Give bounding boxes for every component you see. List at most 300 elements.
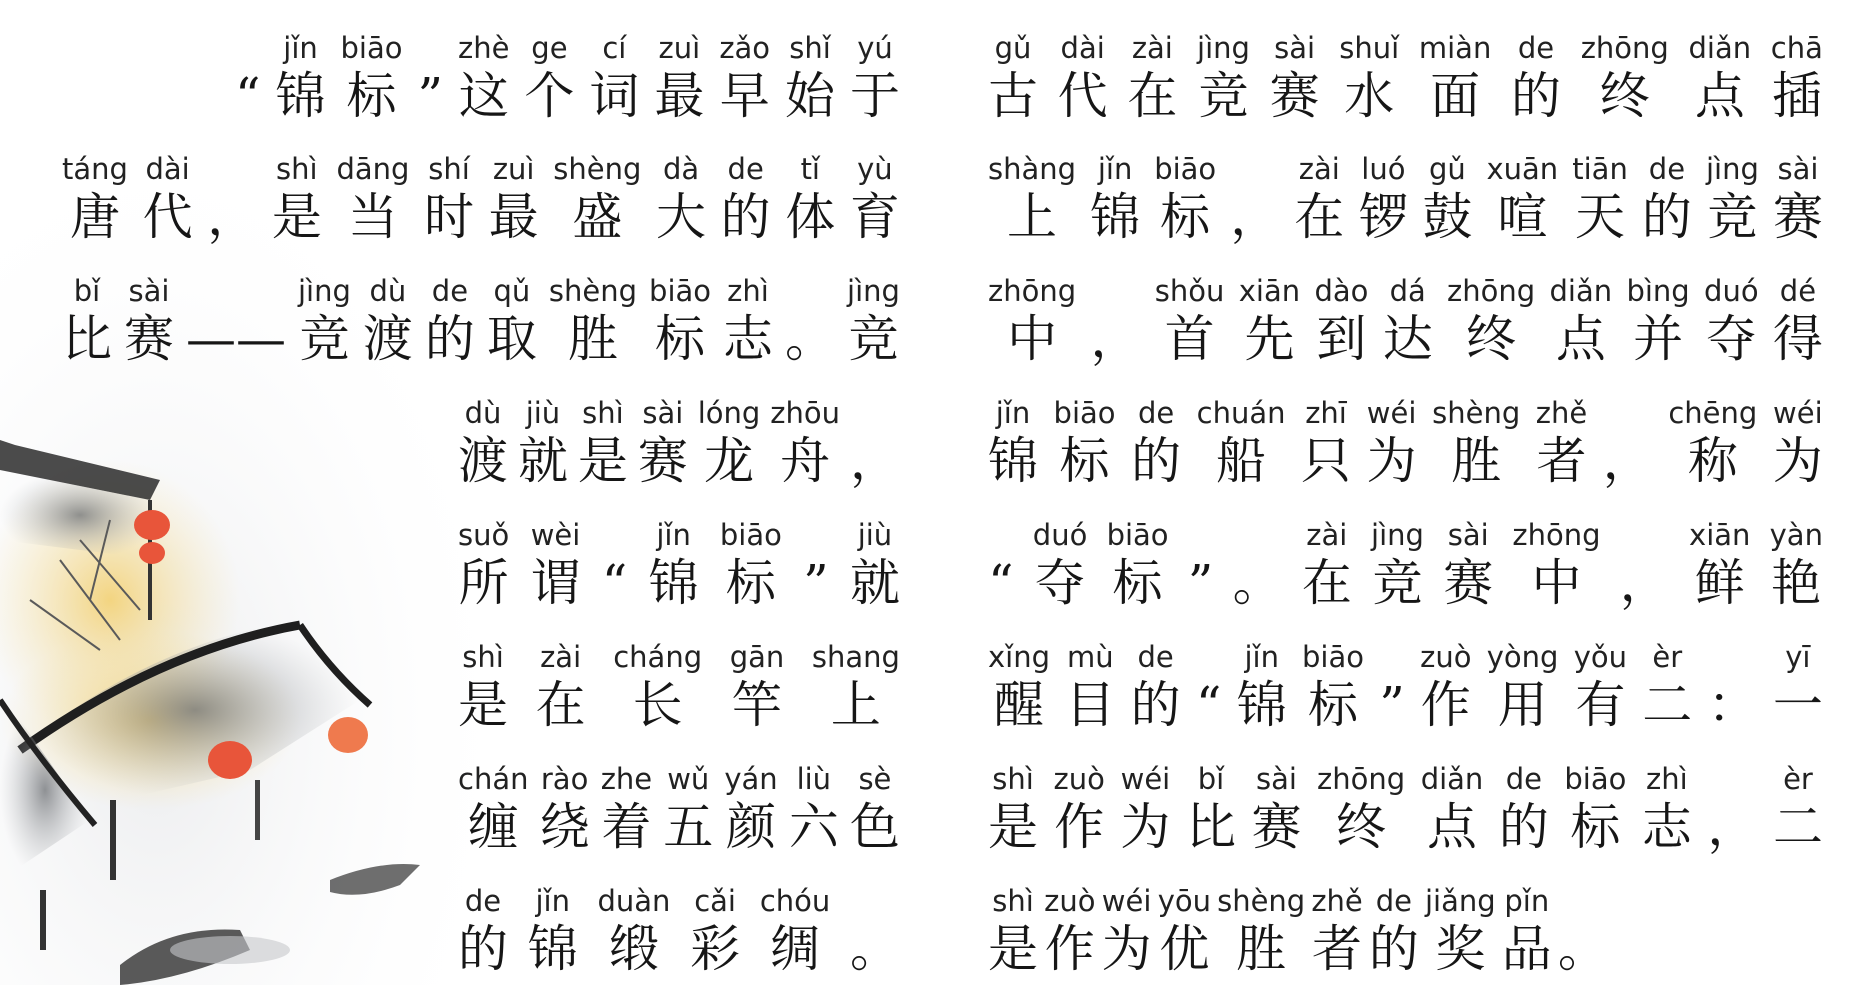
pinyin-annotation: zài xyxy=(1306,518,1348,552)
character-cell xyxy=(1127,30,1177,126)
left-text-line xyxy=(458,883,900,979)
hanzi-character: 赛 xyxy=(1269,67,1320,125)
pinyin-annotation: diǎn xyxy=(1420,762,1484,796)
character-cell xyxy=(1550,273,1613,369)
hanzi-character: 为 xyxy=(1120,798,1171,856)
hanzi-character: 古 xyxy=(988,67,1038,125)
character-cell xyxy=(850,30,900,126)
pinyin-annotation: xiān xyxy=(1238,274,1301,308)
character-cell xyxy=(1239,273,1300,369)
pinyin-annotation: pǐn xyxy=(1504,884,1550,918)
right-text-line xyxy=(988,517,1823,613)
character-cell xyxy=(1773,273,1823,369)
hanzi-character: 在 xyxy=(1294,188,1345,246)
character-cell xyxy=(613,639,702,735)
pinyin-annotation: dāng xyxy=(336,152,410,186)
pinyin-annotation: shèng xyxy=(1432,396,1521,430)
hanzi-character: ” xyxy=(1379,676,1405,734)
pinyin-annotation: zhī xyxy=(1305,396,1347,430)
pinyin-annotation: suǒ xyxy=(458,518,510,552)
pinyin-annotation: dào xyxy=(1314,274,1369,308)
pinyin-annotation: duó xyxy=(1704,274,1759,308)
pinyin-annotation: shì xyxy=(992,884,1034,918)
character-cell xyxy=(1620,517,1670,613)
character-cell xyxy=(363,273,413,369)
pinyin-annotation: jìng xyxy=(1371,518,1424,552)
character-cell xyxy=(1704,273,1759,369)
character-cell xyxy=(785,151,835,247)
character-cell xyxy=(1642,639,1692,735)
pinyin-annotation: sài xyxy=(1274,31,1316,65)
character-cell xyxy=(536,639,586,735)
pinyin-annotation: duàn xyxy=(597,884,671,918)
hanzi-character: 绸 xyxy=(770,920,821,978)
character-cell xyxy=(785,30,835,126)
character-cell xyxy=(62,151,128,247)
hanzi-character: 夺 xyxy=(1035,554,1086,612)
right-text-line xyxy=(988,30,1823,126)
pinyin-annotation: shang xyxy=(811,640,900,674)
pinyin-annotation: dà xyxy=(662,152,700,186)
hanzi-character: 中 xyxy=(1531,554,1582,612)
character-cell xyxy=(850,517,900,613)
character-cell xyxy=(1102,883,1152,979)
character-cell xyxy=(1708,639,1758,735)
pinyin-annotation: jǐn xyxy=(1097,152,1133,186)
hanzi-character: 渡 xyxy=(362,310,413,368)
character-cell xyxy=(458,761,528,857)
hanzi-character: 标 xyxy=(655,310,706,368)
pinyin-annotation: wéi xyxy=(1120,762,1171,796)
left-text-line xyxy=(62,273,900,369)
hanzi-character: 达 xyxy=(1382,310,1433,368)
hanzi-character: 缎 xyxy=(608,920,659,978)
left-text-line xyxy=(458,761,900,857)
hanzi-character: 奖 xyxy=(1435,920,1486,978)
character-cell xyxy=(1432,395,1520,491)
hanzi-character: 竞 xyxy=(1372,554,1423,612)
pinyin-annotation: zài xyxy=(540,640,582,674)
pinyin-annotation: de xyxy=(431,274,469,308)
character-cell xyxy=(1642,761,1692,857)
pinyin-annotation: dù xyxy=(464,396,502,430)
character-cell xyxy=(1668,395,1757,491)
hanzi-character: 二 xyxy=(1642,676,1693,734)
character-cell xyxy=(1536,395,1587,491)
character-cell xyxy=(1058,30,1108,126)
hanzi-character: 绕 xyxy=(539,798,590,856)
pinyin-annotation: zhōng xyxy=(1317,762,1406,796)
pinyin-annotation: de xyxy=(1375,884,1413,918)
character-cell xyxy=(1054,761,1105,857)
pinyin-annotation: wǔ xyxy=(667,762,710,796)
hanzi-character: ” xyxy=(417,67,444,125)
pinyin-annotation: biāo xyxy=(1154,152,1217,186)
hanzi-character: 竞 xyxy=(848,310,899,368)
hanzi-character: 。 xyxy=(1232,554,1283,612)
hanzi-character: 赛 xyxy=(1443,554,1494,612)
character-cell xyxy=(988,761,1038,857)
character-cell xyxy=(1369,883,1419,979)
character-cell xyxy=(654,30,704,126)
character-cell xyxy=(850,883,900,979)
hanzi-character: 的 xyxy=(458,920,508,978)
character-cell xyxy=(1421,761,1484,857)
pinyin-annotation: gǔ xyxy=(994,31,1032,65)
hanzi-character: 的 xyxy=(1498,798,1549,856)
pinyin-annotation: de xyxy=(1648,152,1686,186)
hanzi-character: 锦 xyxy=(988,432,1038,490)
hanzi-character: “ xyxy=(235,67,261,125)
pinyin-annotation: biāo xyxy=(340,31,403,65)
hanzi-character: 夺 xyxy=(1706,310,1757,368)
hanzi-character: 标 xyxy=(725,554,776,612)
character-cell xyxy=(1689,30,1752,126)
pinyin-annotation: shì xyxy=(582,396,624,430)
right-text-line xyxy=(988,761,1823,857)
pinyin-annotation: zhì xyxy=(1646,762,1688,796)
character-cell xyxy=(638,395,688,491)
character-cell xyxy=(601,761,652,857)
pinyin-annotation: èr xyxy=(1783,762,1813,796)
hanzi-character: 得 xyxy=(1772,310,1823,368)
character-cell xyxy=(1642,151,1692,247)
character-cell xyxy=(850,151,900,247)
character-cell xyxy=(424,151,474,247)
hanzi-character: 锦 xyxy=(648,554,699,612)
character-cell xyxy=(1314,273,1368,369)
pinyin-annotation: dài xyxy=(145,152,190,186)
hanzi-character: 称 xyxy=(1687,432,1738,490)
hanzi-character: “ xyxy=(988,554,1014,612)
character-cell xyxy=(458,639,508,735)
character-cell xyxy=(770,395,840,491)
pinyin-annotation: yù xyxy=(857,152,893,186)
pinyin-annotation: shuǐ xyxy=(1339,31,1400,65)
hanzi-character: 竿 xyxy=(732,676,782,734)
character-cell xyxy=(1131,395,1181,491)
pinyin-annotation: de xyxy=(1517,31,1555,65)
left-text-line xyxy=(235,30,900,126)
hanzi-character: 育 xyxy=(849,188,900,246)
hanzi-character: 标 xyxy=(1112,554,1163,612)
pinyin-annotation: shì xyxy=(992,762,1034,796)
character-cell xyxy=(1196,639,1222,735)
character-cell xyxy=(1603,395,1653,491)
pinyin-annotation: dá xyxy=(1389,274,1426,308)
character-cell xyxy=(1383,273,1433,369)
hanzi-character: 在 xyxy=(535,676,586,734)
character-cell xyxy=(1155,273,1225,369)
pinyin-annotation: luó xyxy=(1361,152,1406,186)
character-cell xyxy=(1773,761,1823,857)
pinyin-annotation: zhě xyxy=(1535,396,1588,430)
hanzi-character: 是 xyxy=(271,188,322,246)
hanzi-character: 点 xyxy=(1555,310,1606,368)
pinyin-annotation: xiān xyxy=(1689,518,1751,552)
character-cell xyxy=(1294,151,1344,247)
character-cell xyxy=(1044,883,1095,979)
pinyin-annotation: zhì xyxy=(727,274,769,308)
hanzi-character: ， xyxy=(1707,798,1758,856)
character-cell xyxy=(1626,273,1689,369)
hanzi-character: 点 xyxy=(1694,67,1745,125)
pinyin-annotation: zhōng xyxy=(988,274,1077,308)
character-cell xyxy=(589,30,639,126)
pinyin-annotation: chuán xyxy=(1196,396,1286,430)
hanzi-character: 赛 xyxy=(1772,188,1823,246)
character-cell xyxy=(850,395,900,491)
pinyin-annotation: jǐn xyxy=(535,884,570,918)
pinyin-annotation: xuān xyxy=(1486,152,1559,186)
pinyin-annotation: zǎo xyxy=(719,31,771,65)
hanzi-character: 锦 xyxy=(275,67,326,125)
character-cell xyxy=(1706,151,1759,247)
character-cell xyxy=(1425,883,1496,979)
character-cell xyxy=(1120,761,1170,857)
hanzi-character: ， xyxy=(1619,554,1670,612)
hanzi-character: 到 xyxy=(1316,310,1367,368)
hanzi-character: 标 xyxy=(1160,188,1211,246)
character-cell xyxy=(663,761,713,857)
hanzi-character: ” xyxy=(803,554,829,612)
character-cell xyxy=(1186,761,1236,857)
pinyin-annotation: sài xyxy=(1256,762,1297,796)
character-cell xyxy=(724,761,777,857)
character-cell xyxy=(789,761,839,857)
pinyin-annotation: zhe xyxy=(600,762,653,796)
pinyin-annotation: jǐn xyxy=(1244,640,1279,674)
hanzi-character: 作 xyxy=(1420,676,1471,734)
hanzi-character: 锦 xyxy=(527,920,578,978)
character-cell xyxy=(1054,395,1116,491)
hanzi-character: 就 xyxy=(849,554,900,612)
hanzi-character: 最 xyxy=(654,67,705,125)
pinyin-annotation: yī xyxy=(1785,640,1811,674)
hanzi-character: 取 xyxy=(486,310,537,368)
hanzi-character: 标 xyxy=(1059,432,1110,490)
hanzi-character: 优 xyxy=(1159,920,1210,978)
hanzi-character: 竞 xyxy=(1707,188,1758,246)
hanzi-character: 终 xyxy=(1466,310,1517,368)
hanzi-character: 志 xyxy=(1641,798,1692,856)
pinyin-annotation: yán xyxy=(724,762,778,796)
pinyin-annotation: shì xyxy=(276,152,318,186)
hanzi-character: 的 xyxy=(720,188,771,246)
pinyin-annotation: jǐn xyxy=(283,31,318,65)
pinyin-annotation: jiù xyxy=(857,518,893,552)
pinyin-annotation: sè xyxy=(858,762,892,796)
hanzi-character: 面 xyxy=(1430,67,1481,125)
pinyin-annotation: shì xyxy=(462,640,504,674)
hanzi-character: 是 xyxy=(988,798,1038,856)
character-cell xyxy=(1558,883,1608,979)
hanzi-character: 盛 xyxy=(572,188,623,246)
character-cell xyxy=(602,517,628,613)
pinyin-annotation: wèi xyxy=(530,518,581,552)
hanzi-character: 标 xyxy=(346,67,397,125)
pinyin-annotation: liù xyxy=(796,762,832,796)
pinyin-annotation: tiān xyxy=(1572,152,1628,186)
pinyin-annotation: dù xyxy=(369,274,407,308)
hanzi-character: 锦 xyxy=(1090,188,1141,246)
pinyin-annotation: diǎn xyxy=(1549,274,1613,308)
character-cell xyxy=(1707,761,1757,857)
character-cell xyxy=(1065,639,1115,735)
character-cell xyxy=(1302,517,1352,613)
character-cell xyxy=(524,30,574,126)
pinyin-annotation: jìng xyxy=(298,274,351,308)
pinyin-annotation: zhōng xyxy=(1580,31,1669,65)
character-cell xyxy=(723,273,773,369)
character-cell xyxy=(1237,639,1287,735)
character-cell xyxy=(1197,395,1286,491)
hanzi-character: 标 xyxy=(1570,798,1621,856)
hanzi-character: “ xyxy=(1195,676,1222,734)
hanzi-character: 水 xyxy=(1344,67,1395,125)
hanzi-character: 为 xyxy=(1772,432,1823,490)
pinyin-annotation: chā xyxy=(1770,31,1823,65)
pinyin-annotation: zuò xyxy=(1053,762,1105,796)
pinyin-annotation: jǐn xyxy=(995,396,1031,430)
character-cell xyxy=(1302,639,1364,735)
character-cell xyxy=(458,30,509,126)
left-text-line xyxy=(458,395,900,491)
hanzi-character: 的 xyxy=(1130,676,1181,734)
pinyin-annotation: yàn xyxy=(1769,518,1823,552)
hanzi-character: 胜 xyxy=(567,310,618,368)
pinyin-annotation: sài xyxy=(1447,518,1489,552)
hanzi-character: 插 xyxy=(1771,67,1822,125)
pinyin-annotation: shèng xyxy=(553,152,642,186)
pinyin-annotation: wéi xyxy=(1366,396,1417,430)
pinyin-annotation: yòng xyxy=(1486,640,1559,674)
character-cell xyxy=(1107,517,1169,613)
hanzi-character: 者 xyxy=(1536,432,1587,490)
hanzi-character: 艳 xyxy=(1771,554,1822,612)
hanzi-character: 者 xyxy=(1312,920,1363,978)
pinyin-annotation: biāo xyxy=(649,274,712,308)
right-text-line xyxy=(988,639,1823,735)
hanzi-character: 大 xyxy=(656,188,707,246)
pinyin-annotation: de xyxy=(464,884,502,918)
left-text-line xyxy=(458,639,900,735)
character-cell xyxy=(143,151,193,247)
hanzi-character: 并 xyxy=(1633,310,1684,368)
hanzi-character: ， xyxy=(1602,432,1653,490)
hanzi-character: 在 xyxy=(1127,67,1178,125)
character-cell xyxy=(1371,517,1424,613)
character-cell xyxy=(1311,883,1362,979)
hanzi-character: 点 xyxy=(1427,798,1477,856)
pinyin-annotation: dé xyxy=(1779,274,1817,308)
hanzi-character: 终 xyxy=(1336,798,1387,856)
character-cell xyxy=(690,883,740,979)
pinyin-annotation: duó xyxy=(1032,518,1088,552)
hanzi-character: —— xyxy=(186,310,286,368)
pinyin-annotation: yōu xyxy=(1157,884,1211,918)
character-cell xyxy=(124,273,174,369)
hanzi-character: 为 xyxy=(1366,432,1417,490)
character-cell xyxy=(1317,761,1405,857)
hanzi-character: 着 xyxy=(601,798,652,856)
character-cell xyxy=(1033,517,1088,613)
character-cell xyxy=(1233,517,1283,613)
character-cell xyxy=(1090,151,1140,247)
hanzi-character: 。 xyxy=(850,920,900,978)
pinyin-annotation: zhōng xyxy=(1447,274,1536,308)
hanzi-character: 所 xyxy=(458,554,509,612)
pinyin-annotation: rào xyxy=(540,762,589,796)
character-cell xyxy=(553,151,641,247)
pinyin-annotation: cí xyxy=(602,31,627,65)
hanzi-character: 用 xyxy=(1497,676,1548,734)
pinyin-annotation: de xyxy=(1137,396,1175,430)
character-cell xyxy=(988,30,1038,126)
hanzi-character: ， xyxy=(207,188,258,246)
pinyin-annotation: chán xyxy=(458,762,529,796)
character-cell xyxy=(1487,639,1559,735)
character-cell xyxy=(988,517,1014,613)
pinyin-annotation: wéi xyxy=(1773,396,1823,430)
character-cell xyxy=(1420,639,1471,735)
left-text-line xyxy=(62,151,900,247)
hanzi-character: 在 xyxy=(1301,554,1352,612)
hanzi-character: 品 xyxy=(1501,920,1552,978)
character-cell xyxy=(698,395,761,491)
pinyin-annotation: xǐng xyxy=(988,640,1051,674)
character-cell xyxy=(207,151,257,247)
character-cell xyxy=(298,273,351,369)
hanzi-character: 赛 xyxy=(637,432,688,490)
pinyin-annotation: zuò xyxy=(1420,640,1472,674)
hanzi-character: 就 xyxy=(517,432,568,490)
pinyin-annotation: shèng xyxy=(548,274,638,308)
hanzi-character: 先 xyxy=(1244,310,1295,368)
character-cell xyxy=(62,273,112,369)
character-cell xyxy=(1443,517,1493,613)
hanzi-character: 早 xyxy=(719,67,770,125)
hanzi-character: 最 xyxy=(488,188,539,246)
character-cell xyxy=(812,639,900,735)
character-cell xyxy=(518,395,568,491)
hanzi-character: 胜 xyxy=(1451,432,1502,490)
hanzi-character: 一 xyxy=(1772,676,1823,734)
character-cell xyxy=(1773,639,1823,735)
hanzi-character: 龙 xyxy=(704,432,755,490)
character-cell xyxy=(720,517,782,613)
character-cell xyxy=(1230,151,1280,247)
hanzi-character: 始 xyxy=(785,67,836,125)
pinyin-annotation: diǎn xyxy=(1688,31,1752,65)
character-cell xyxy=(988,273,1076,369)
character-cell xyxy=(336,151,409,247)
character-cell xyxy=(235,30,261,126)
pinyin-annotation: zuì xyxy=(658,31,701,65)
character-cell xyxy=(760,883,830,979)
hanzi-character: 上 xyxy=(830,676,881,734)
pinyin-annotation: biāo xyxy=(1564,762,1627,796)
pinyin-annotation: cháng xyxy=(613,640,703,674)
hanzi-character: 唐 xyxy=(69,188,120,246)
character-cell xyxy=(988,639,1050,735)
pinyin-annotation: jìng xyxy=(1705,152,1759,186)
hanzi-character: 作 xyxy=(1044,920,1095,978)
hanzi-character: 赛 xyxy=(1251,798,1302,856)
hanzi-character: ， xyxy=(1090,310,1141,368)
character-cell xyxy=(1270,30,1320,126)
pinyin-annotation: shàng xyxy=(988,152,1077,186)
